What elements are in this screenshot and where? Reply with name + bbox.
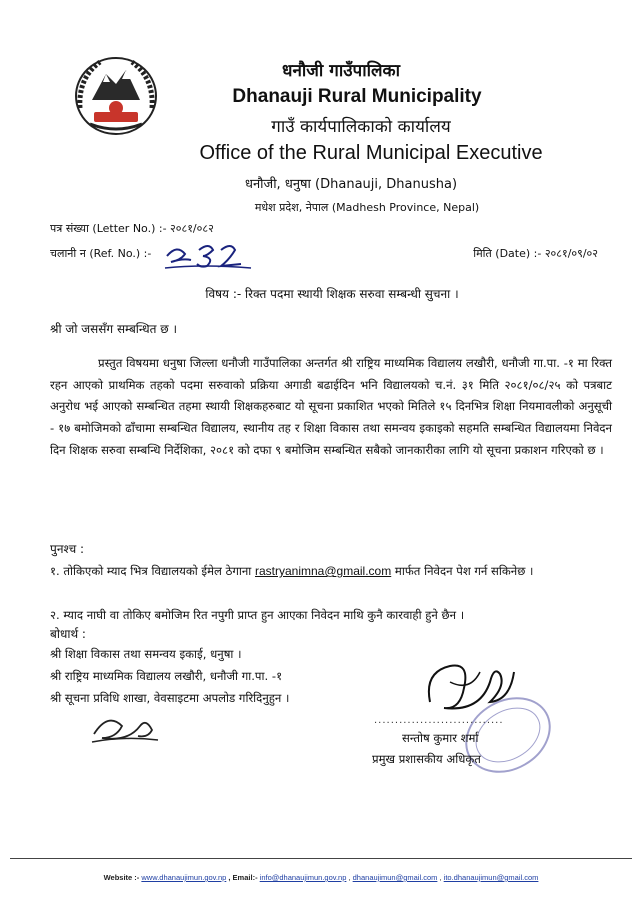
email-label: , Email:-	[228, 873, 258, 882]
address-line-1: धनौजी, धनुषा (Dhanauji, Dhanusha)	[244, 177, 458, 192]
reference-number-label: चलानी न (Ref. No.) :-	[50, 247, 152, 260]
postscript-item-2: २. म्याद नाघी वा तोकिए बमोजिम रित नपुगी प्राप्त हुन आएका निवेदन माथि कुनै कारवाही हुने छैन ।	[50, 608, 465, 622]
footer-contact	[0, 873, 642, 882]
body-paragraph: प्रस्तुत विषयमा धनुषा जिल्ला धनौजी गाउँपालिका अन्तर्गत श्री राष्ट्रिय माध्यमिक विद्यालय लखौरी, धनौजी गा.पा. -१ मा रिक्त रहन आएको प्राथमिक तहको पदमा सरुवाको प्रक्रिया अगाडी बढाईदिन भनि विद्यालयको च.नं. ३१ मिति २०८१/०८/२५ को पत्रबाट अनुरोध भई आएको सम्बन्धित तहमा स्थायी शिक्षकहरुबाट यो सूचना प्रकाशित भएको मितिले १५ दिनभित्र शिक्षा नियमावलीको अनुसूची - १७ बमोजिमको ढाँचामा सम्बन्धित विद्यालय, स्थानीय तह र शिक्षा विकास तथा समन्वय इकाइको सहमति सम्बन्धित विद्यालयमा निवेदन दिन शिक्षक सरुवा सम्बन्धि निर्देशिका, २०८१ को दफा ९ बमोजिम सम्बन्धित सबैको जानकारीका लागि यो सूचना प्रकाशन गरिएको छ ।	[50, 356, 612, 457]
postscript-item-1	[50, 561, 615, 582]
cc-title: बोधार्थ :	[50, 627, 86, 641]
org-name-nepali: धनौजी गाउँपालिका	[282, 61, 400, 81]
office-name-english: Office of the Rural Municipal Executive	[199, 142, 543, 164]
org-name-english: Dhanauji Rural Municipality	[232, 86, 482, 107]
signatory-title: प्रमुख प्रशासकीय अधिकृत	[372, 752, 481, 766]
signatory-name: सन्तोष कुमार शर्मा	[402, 731, 479, 745]
address-line-2: मधेश प्रदेश, नेपाल (Madhesh Province, Nepal)	[254, 201, 480, 214]
cc-item: श्री शिक्षा विकास तथा समन्वय इकाई, धनुषा ।	[50, 647, 242, 661]
website-link[interactable]: www.dhanaujimun.gov.np	[141, 873, 227, 882]
salutation: श्री जो जससँग सम्बन्धित छ ।	[50, 322, 178, 336]
initial-signature	[88, 708, 164, 748]
handwritten-ref-number	[163, 238, 259, 272]
school-email-link[interactable]: rastryanimna@gmail.com	[255, 564, 392, 578]
email-link-info[interactable]: info@dhanaujimun.gov.np	[259, 873, 347, 882]
email-link-ito[interactable]: ito.dhanaujimun@gmail.com	[443, 873, 539, 882]
cc-item: श्री राष्ट्रिय माध्यमिक विद्यालय लखौरी, धनौजी गा.पा. -१	[50, 669, 283, 683]
cc-item: श्री सूचना प्रविधि शाखा, वेवसाइटमा अपलोड गरिदिनुहुन ।	[50, 691, 290, 705]
letter-number: पत्र संख्या (Letter No.) :- २०८१/०८२	[50, 222, 214, 235]
email-separator: ,	[348, 873, 353, 882]
postscript-item-1-text-end: मार्फत निवेदन पेश गर्न सकिनेछ ।	[394, 564, 534, 578]
email-separator: ,	[439, 873, 442, 882]
website-label: Website :-	[103, 873, 140, 882]
email-link-municipality[interactable]: dhanaujimun@gmail.com	[352, 873, 438, 882]
signature-line: ...............................	[374, 715, 504, 726]
letter-date: मिति (Date) :- २०८१/०९/०२	[473, 247, 598, 260]
postscript-title: पुनश्च :	[50, 542, 85, 556]
postscript-item-1-text: १. तोकिएको म्याद भित्र विद्यालयको ईमेल ठेगाना	[50, 564, 252, 578]
office-name-nepali: गाउँ कार्यपालिकाको कार्यालय	[271, 117, 451, 137]
footer-divider	[10, 858, 632, 859]
subject-line: विषय :- रिक्त पदमा स्थायी शिक्षक सरुवा सम्बन्धी सुचना ।	[205, 287, 459, 301]
